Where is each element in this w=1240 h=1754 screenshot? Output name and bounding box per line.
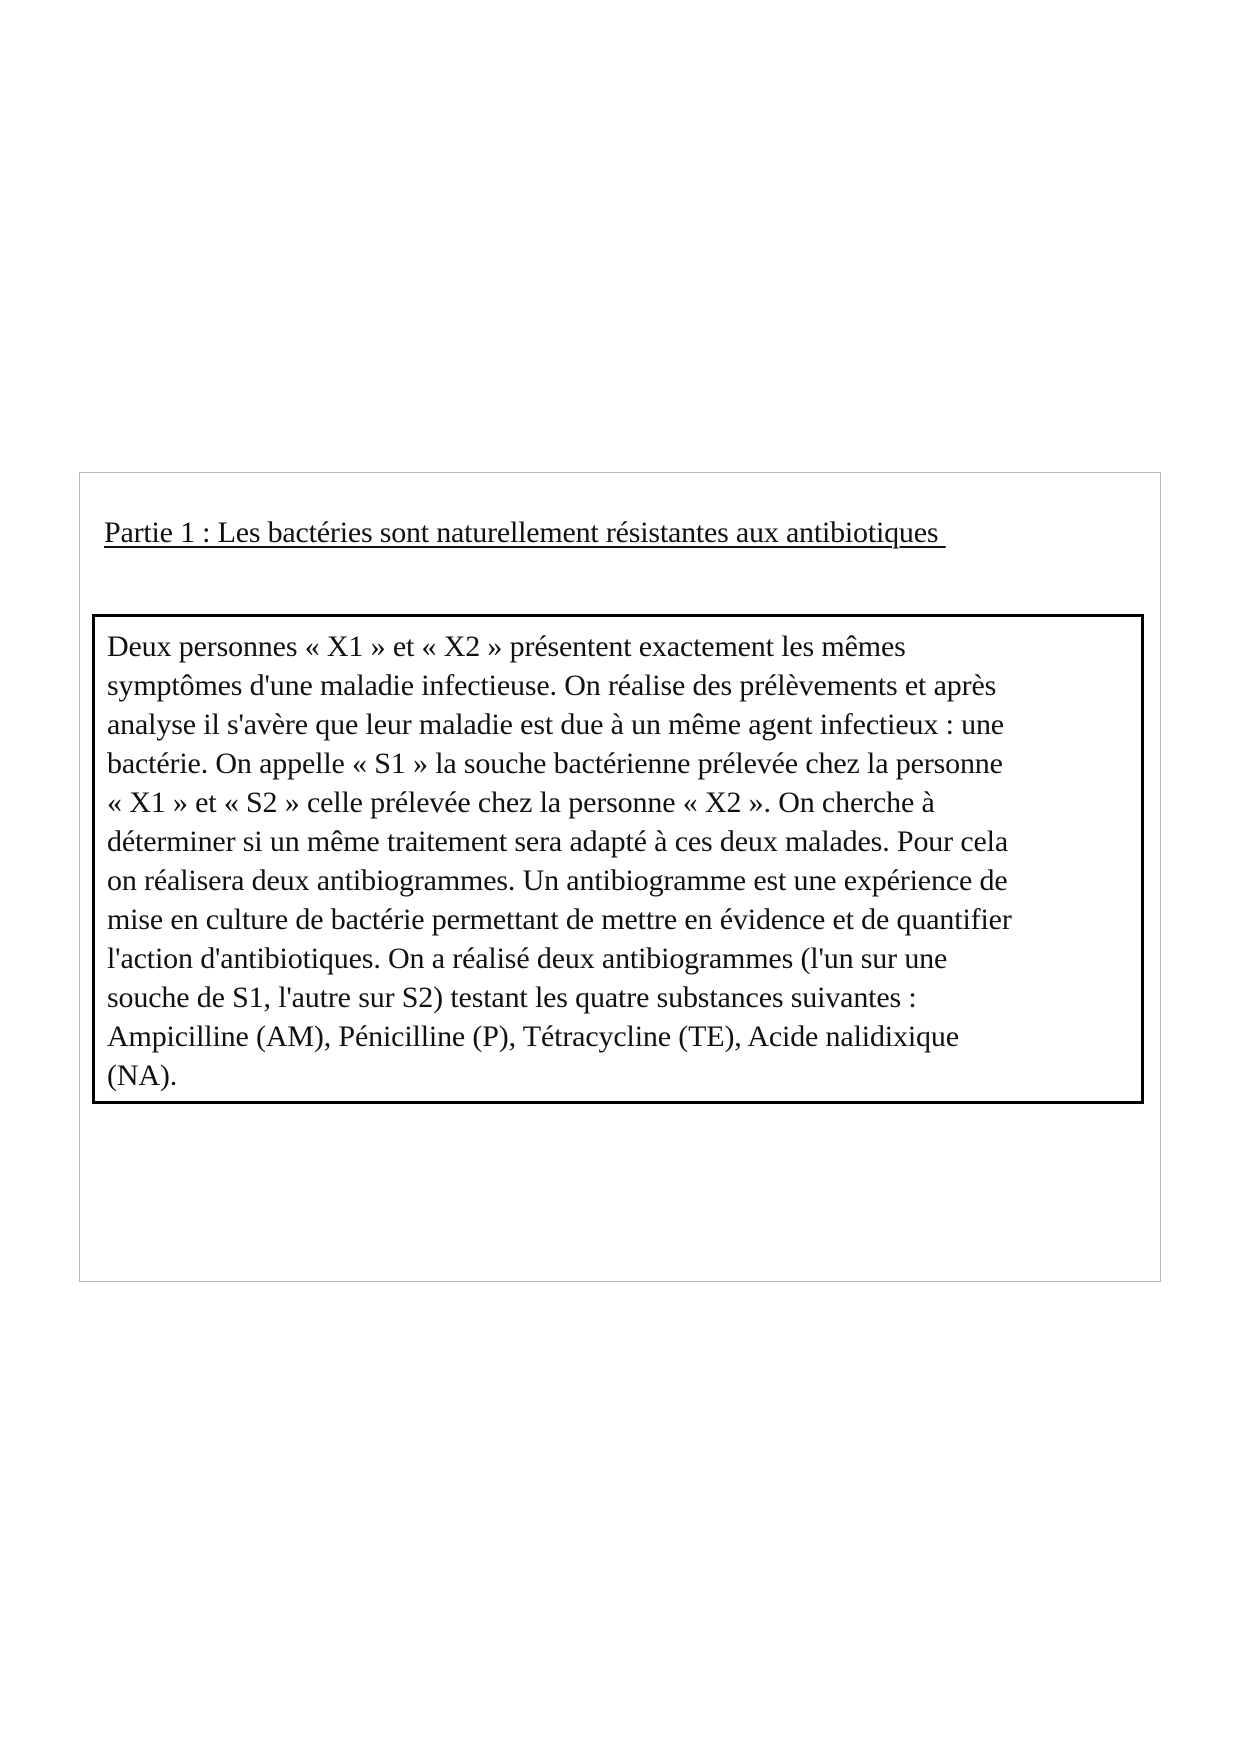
intro-line: l'action d'antibiotiques. On a réalisé deux antibiogrammes (l'un sur une xyxy=(107,942,948,975)
intro-line: Deux personnes « X1 » et « X2 » présentent exactement les mêmes xyxy=(107,630,906,663)
intro-line: symptômes d'une maladie infectieuse. On réalise des prélèvements et après xyxy=(107,669,997,702)
section-title: Partie 1 : Les bactéries sont naturellement résistantes aux antibiotiques xyxy=(104,516,946,549)
intro-line: Ampicilline (AM), Pénicilline (P), Tétracycline (TE), Acide nalidixique xyxy=(107,1020,959,1053)
intro-line: déterminer si un même traitement sera adapté à ces deux malades. Pour cela xyxy=(107,825,1009,858)
intro-line: bactérie. On appelle « S1 » la souche bactérienne prélevée chez la personne xyxy=(107,747,1003,780)
intro-line: on réalisera deux antibiogrammes. Un antibiogramme est une expérience de xyxy=(107,864,1008,897)
intro-line: analyse il s'avère que leur maladie est due à un même agent infectieux : une xyxy=(107,708,1004,741)
intro-line: souche de S1, l'autre sur S2) testant les quatre substances suivantes : xyxy=(107,981,917,1014)
intro-line: « X1 » et « S2 » celle prélevée chez la personne « X2 ». On cherche à xyxy=(107,786,935,819)
intro-line: mise en culture de bactérie permettant de mettre en évidence et de quantifier xyxy=(107,903,1012,936)
intro-line: (NA). xyxy=(107,1059,178,1092)
intro-text-box xyxy=(92,614,1144,1104)
intro-paragraph xyxy=(107,627,1012,1095)
